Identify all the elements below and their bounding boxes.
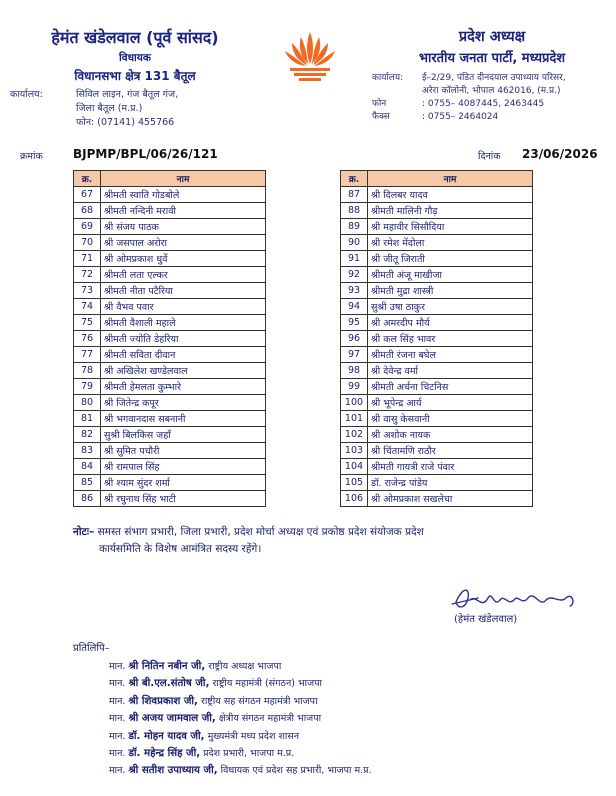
member-row: [74, 283, 266, 299]
member-name: श्री रघुनाथ सिंह भाटी: [101, 491, 266, 507]
member-row: [341, 283, 533, 299]
letter-date: 23/06/2026: [522, 147, 598, 161]
member-number: 71: [74, 251, 101, 267]
member-name: श्रीमती गायत्री राजे पंवार: [368, 459, 533, 475]
member-row: [341, 395, 533, 411]
member-row: [341, 251, 533, 267]
office-address-line2: जिला बैतूल (म.प्र.): [76, 103, 143, 114]
copy-to-item: [73, 745, 593, 762]
member-number: 79: [74, 379, 101, 395]
recipient-name: श्री शिवप्रकाश जी,: [128, 695, 198, 707]
recipient-role: मुख्यमंत्री मध्य प्रदेश शासन: [207, 730, 300, 742]
member-name: श्री कल सिंह भावर: [368, 331, 533, 347]
honorific: मान.: [109, 713, 126, 725]
party-office-info: [372, 72, 612, 124]
member-name: श्रीमती नन्दिनी मरावी: [101, 203, 266, 219]
member-number: 76: [74, 331, 101, 347]
members-table-left: [73, 170, 266, 507]
member-row: [341, 459, 533, 475]
member-name: श्री जीतू जिराती: [368, 251, 533, 267]
copy-to-item: [73, 658, 593, 675]
member-name: श्री जसपाल अरोरा: [101, 235, 266, 251]
member-row: [341, 331, 533, 347]
member-number: 106: [341, 491, 368, 507]
member-row: [74, 315, 266, 331]
member-number: 85: [74, 475, 101, 491]
recipient-role: विधायक एवं प्रदेश सह प्रभारी, भाजपा म.प्र.: [220, 765, 372, 777]
copy-to-list: [73, 658, 593, 780]
member-name: श्री दिलबर यादव: [368, 187, 533, 203]
reference-label: क्रमांक: [20, 151, 43, 162]
member-name: श्रीमती स्वाति गोडबोले: [101, 187, 266, 203]
member-row: [341, 187, 533, 203]
member-number: 105: [341, 475, 368, 491]
member-number: 81: [74, 411, 101, 427]
honorific: मान.: [109, 730, 126, 742]
letterhead-right: [372, 26, 612, 124]
honorific: मान.: [109, 765, 126, 777]
honorific: मान.: [109, 678, 126, 690]
member-name: श्री ओमप्रकाश धुर्वे: [101, 251, 266, 267]
member-number: 89: [341, 219, 368, 235]
member-number: 75: [74, 315, 101, 331]
member-name: श्रीमती हेमलता कुम्भारे: [101, 379, 266, 395]
member-number: 98: [341, 363, 368, 379]
copy-to-item: [73, 675, 593, 692]
member-row: [341, 315, 533, 331]
member-number: 86: [74, 491, 101, 507]
member-number: 77: [74, 347, 101, 363]
fax-label: फैक्स: [372, 112, 390, 122]
honorific: मान.: [109, 661, 126, 672]
member-row: [341, 491, 533, 507]
office-address-line1: ई–2/29, पंडित दीनदयाल उपाध्याय परिसर,: [422, 73, 566, 83]
office-address-line2: अरेरा कॉलोनी, भोपाल 462016, (म.प्र.): [422, 86, 561, 96]
member-name: श्रीमती अर्चना चिटनिस: [368, 379, 533, 395]
member-row: [341, 411, 533, 427]
member-row: [341, 299, 533, 315]
member-row: [74, 379, 266, 395]
member-row: [74, 235, 266, 251]
sender-name: हेमंत खंडेलवाल (पूर्व सांसद): [51, 28, 219, 47]
member-row: [341, 267, 533, 283]
member-name: श्री श्याम सुंदर शर्मा: [101, 475, 266, 491]
recipient-name: श्री बी.एल.संतोष जी,: [128, 678, 210, 690]
member-row: [74, 427, 266, 443]
member-row: [341, 427, 533, 443]
member-name: श्रीमती मालिनी गौड़: [368, 203, 533, 219]
name-header: नाम: [368, 171, 533, 187]
note: [73, 524, 573, 558]
copy-to-item: [73, 728, 593, 745]
member-name: श्रीमती सविता दीवान: [101, 347, 266, 363]
member-number: 97: [341, 347, 368, 363]
honorific: मान.: [109, 695, 126, 707]
copy-to-item: [73, 710, 593, 727]
member-name: श्रीमती लता एल्कर: [101, 267, 266, 283]
date-label: दिनांक: [478, 151, 501, 162]
member-name: श्री भगवानदास सबनानी: [101, 411, 266, 427]
member-name: श्रीमती रंजना बघेल: [368, 347, 533, 363]
copy-to-section: [73, 640, 593, 780]
member-row: [341, 347, 533, 363]
member-number: 96: [341, 331, 368, 347]
member-name: श्रीमती ज्योति डेहरिया: [101, 331, 266, 347]
recipient-role: राष्ट्रीय महामंत्री (संगठन) भाजपा: [212, 678, 322, 690]
member-row: [74, 443, 266, 459]
member-number: 90: [341, 235, 368, 251]
bjp-lotus-icon: [282, 28, 338, 82]
note-line2: कार्यसमिति के विशेष आमंत्रित सदस्य रहेंगे।: [99, 543, 262, 555]
note-label: नोटः–: [73, 526, 95, 538]
sender-office: [10, 88, 260, 130]
member-row: [74, 267, 266, 283]
member-row: [74, 395, 266, 411]
member-number: 67: [74, 187, 101, 203]
member-row: [74, 363, 266, 379]
member-name: श्री वासु केसवानी: [368, 411, 533, 427]
member-number: 92: [341, 267, 368, 283]
member-number: 94: [341, 299, 368, 315]
phone-label: फोन: [372, 99, 387, 109]
member-name: श्रीमती वैशाली महाले: [101, 315, 266, 331]
copy-to-item: [73, 693, 593, 710]
recipient-role: राष्ट्रीय सह संगठन महामंत्री भाजपा: [200, 695, 318, 707]
letterhead-left: [10, 26, 260, 130]
member-name: श्री रामपाल सिंह: [101, 459, 266, 475]
member-number: 104: [341, 459, 368, 475]
party-name: भारतीय जनता पार्टी, मध्यप्रदेश: [418, 51, 566, 66]
member-row: [74, 459, 266, 475]
recipient-name: श्री सतीश उपाध्याय जी,: [128, 765, 218, 777]
member-row: [341, 379, 533, 395]
member-name: श्री देवेन्द्र वर्मा: [368, 363, 533, 379]
member-name: श्री वैभव पवार: [101, 299, 266, 315]
member-name: सुश्री बिलकिस जहाँ: [101, 427, 266, 443]
office-title: प्रदेश अध्यक्ष: [458, 29, 526, 45]
member-name: श्री रमेश मेंदोला: [368, 235, 533, 251]
member-row: [341, 203, 533, 219]
recipient-role: क्षेत्रीय संगठन महामंत्री भाजपा: [218, 713, 322, 725]
member-number: 83: [74, 443, 101, 459]
member-number: 78: [74, 363, 101, 379]
office-label: कार्यालय:: [372, 73, 404, 83]
member-number: 82: [74, 427, 101, 443]
sender-constituency: विधानसभा क्षेत्र 131 बैतूल: [74, 69, 196, 83]
member-row: [341, 235, 533, 251]
member-name: श्री अमरदीप मौर्य: [368, 315, 533, 331]
recipient-role: राष्ट्रीय अध्यक्ष भाजपा: [208, 661, 282, 672]
member-name: श्री संजय पाठक: [101, 219, 266, 235]
members-table-right: [340, 170, 533, 507]
member-name: श्री महावीर सिसौदिया: [368, 219, 533, 235]
note-line1: समस्त संभाग प्रभारी, जिला प्रभारी, प्रदेश मोर्चा अध्यक्ष एवं प्रकोष्ठ प्रदेश संयोजक प्रदेश: [97, 526, 424, 538]
member-number: 95: [341, 315, 368, 331]
sno-header: क्र.: [341, 171, 368, 187]
member-name: श्रीमती अंजू माखीजा: [368, 267, 533, 283]
member-name: श्री अखिलेश खण्डेलवाल: [101, 363, 266, 379]
member-row: [74, 331, 266, 347]
member-number: 103: [341, 443, 368, 459]
copy-to-title: प्रतिलिपि–: [73, 643, 110, 654]
member-row: [74, 491, 266, 507]
member-name: श्री भूपेन्द्र आर्य: [368, 395, 533, 411]
member-name: श्री ओमप्रकाश सखलेचा: [368, 491, 533, 507]
member-number: 93: [341, 283, 368, 299]
reference-line: [20, 147, 610, 163]
sno-header: क्र.: [74, 171, 101, 187]
member-number: 73: [74, 283, 101, 299]
member-name: श्री चिंतामणि राठौर: [368, 443, 533, 459]
reference-number: BJPMP/BPL/06/26/121: [73, 147, 218, 161]
member-name: डॉ. राजेन्द्र पांडेय: [368, 475, 533, 491]
phone-number: : 0755– 4087445, 2463445: [422, 99, 545, 109]
member-row: [74, 299, 266, 315]
member-number: 88: [341, 203, 368, 219]
member-number: 100: [341, 395, 368, 411]
member-row: [74, 203, 266, 219]
member-number: 99: [341, 379, 368, 395]
signatory-name: (हेमंत खंडेलवाल): [454, 614, 518, 625]
member-number: 102: [341, 427, 368, 443]
member-row: [341, 219, 533, 235]
sender-designation: विधायक: [119, 52, 151, 64]
recipient-role: प्रदेश प्रभारी, भाजपा म.प्र.: [203, 747, 295, 759]
phone-label: फोन:: [76, 117, 95, 128]
member-row: [74, 219, 266, 235]
member-number: 101: [341, 411, 368, 427]
member-row: [341, 475, 533, 491]
member-number: 80: [74, 395, 101, 411]
office-address-line1: सिविल लाइन, गंज बैतूल गंज,: [76, 89, 179, 100]
recipient-name: डॉ. मोहन यादव जी,: [128, 730, 205, 742]
honorific: मान.: [109, 747, 126, 759]
member-number: 68: [74, 203, 101, 219]
name-header: नाम: [101, 171, 266, 187]
member-row: [341, 363, 533, 379]
member-number: 69: [74, 219, 101, 235]
fax-number: : 0755– 2464024: [422, 112, 499, 122]
phone-number: (07141) 455766: [97, 117, 175, 128]
member-number: 70: [74, 235, 101, 251]
member-number: 74: [74, 299, 101, 315]
member-row: [74, 251, 266, 267]
member-row: [74, 187, 266, 203]
member-number: 72: [74, 267, 101, 283]
office-label: कार्यालय:: [10, 89, 43, 100]
member-name: सुश्री उषा ठाकुर: [368, 299, 533, 315]
member-number: 87: [341, 187, 368, 203]
member-row: [74, 475, 266, 491]
member-number: 91: [341, 251, 368, 267]
member-name: श्री जितेन्द्र कपूर: [101, 395, 266, 411]
member-number: 84: [74, 459, 101, 475]
member-row: [74, 347, 266, 363]
member-row: [341, 443, 533, 459]
recipient-name: श्री अजय जामवाल जी,: [128, 713, 216, 725]
recipient-name: डॉ. महेन्द्र सिंह जी,: [128, 747, 201, 759]
recipient-name: श्री नितिन नबीन जी,: [128, 661, 206, 672]
copy-to-item: [73, 762, 593, 779]
member-name: श्रीमती नीता पटैरिया: [101, 283, 266, 299]
member-row: [74, 411, 266, 427]
member-name: श्री सुमित पचौरी: [101, 443, 266, 459]
member-name: श्रीमती मुद्रा शास्त्री: [368, 283, 533, 299]
member-name: श्री अशोक नायक: [368, 427, 533, 443]
